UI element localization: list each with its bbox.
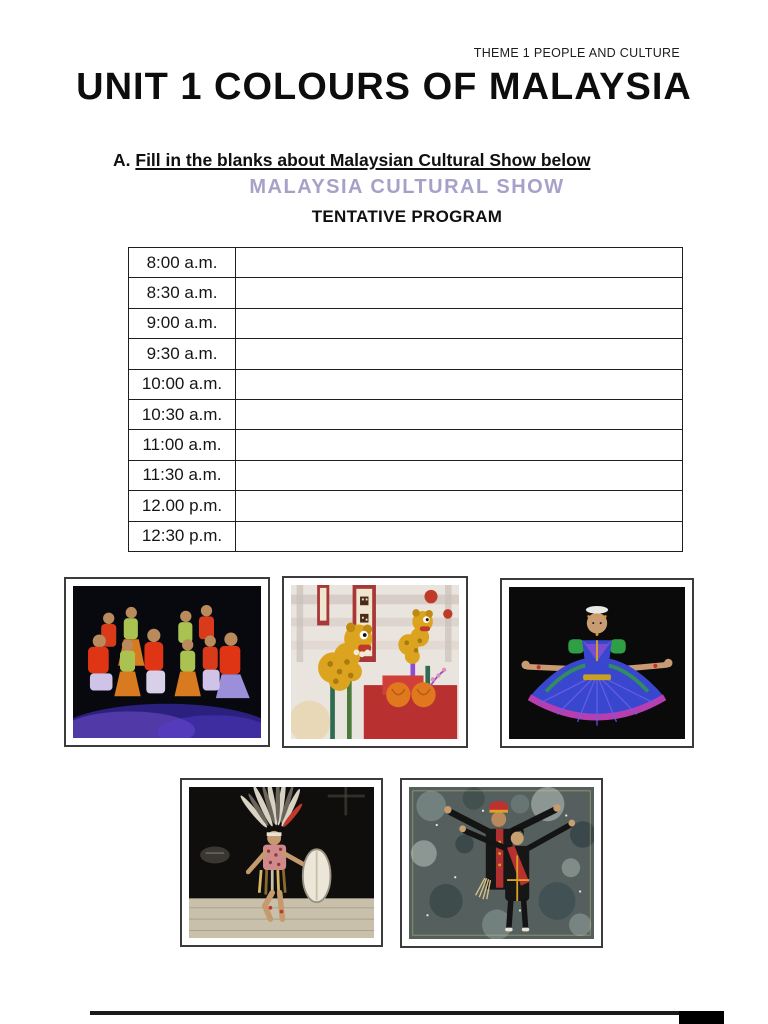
table-row <box>129 248 683 278</box>
answer-cell[interactable] <box>236 248 683 278</box>
page-title: UNIT 1 COLOURS OF MALAYSIA <box>76 66 692 108</box>
answer-cell[interactable] <box>236 308 683 338</box>
time-cell: 11:00 a.m. <box>129 430 236 460</box>
time-cell: 12:30 p.m. <box>129 521 236 551</box>
time-cell: 9:30 a.m. <box>129 339 236 369</box>
answer-cell[interactable] <box>236 430 683 460</box>
time-cell: 10:30 a.m. <box>129 399 236 429</box>
chinese-lion-dance-photo <box>282 576 468 748</box>
section-a-heading <box>113 150 590 171</box>
table-row <box>129 369 683 399</box>
malay-traditional-dance-photo <box>64 577 270 747</box>
section-a-prefix: A. <box>113 150 131 170</box>
time-cell: 12.00 p.m. <box>129 491 236 521</box>
answer-cell[interactable] <box>236 339 683 369</box>
sabah-kadazan-costume-photo <box>400 778 603 948</box>
malay-dance-illustration <box>73 586 261 738</box>
table-row <box>129 278 683 308</box>
time-cell: 9:00 a.m. <box>129 308 236 338</box>
table-row <box>129 521 683 551</box>
section-a-instruction: Fill in the blanks about Malaysian Cultural Show below <box>135 150 591 170</box>
time-cell: 8:00 a.m. <box>129 248 236 278</box>
show-title: MALAYSIA CULTURAL SHOW <box>249 176 565 198</box>
answer-cell[interactable] <box>236 278 683 308</box>
footer-corner-block <box>679 1011 724 1024</box>
iban-dance-illustration <box>189 787 374 938</box>
table-row <box>129 308 683 338</box>
program-table <box>128 247 683 552</box>
theme-label: THEME 1 PEOPLE AND CULTURE <box>473 46 680 60</box>
answer-cell[interactable] <box>236 460 683 490</box>
table-row <box>129 339 683 369</box>
indian-classical-dance-photo <box>500 578 694 748</box>
table-row <box>129 430 683 460</box>
footer-rule <box>90 1011 680 1015</box>
answer-cell[interactable] <box>236 491 683 521</box>
table-row <box>129 399 683 429</box>
indian-dance-illustration <box>509 587 685 739</box>
show-subtitle: TENTATIVE PROGRAM <box>311 207 503 226</box>
answer-cell[interactable] <box>236 521 683 551</box>
answer-cell[interactable] <box>236 369 683 399</box>
time-cell: 8:30 a.m. <box>129 278 236 308</box>
table-row <box>129 491 683 521</box>
iban-warrior-dance-photo <box>180 778 383 947</box>
time-cell: 10:00 a.m. <box>129 369 236 399</box>
table-row <box>129 460 683 490</box>
sabah-costume-illustration <box>409 787 594 939</box>
time-cell: 11:30 a.m. <box>129 460 236 490</box>
lion-dance-illustration <box>291 585 459 739</box>
answer-cell[interactable] <box>236 399 683 429</box>
